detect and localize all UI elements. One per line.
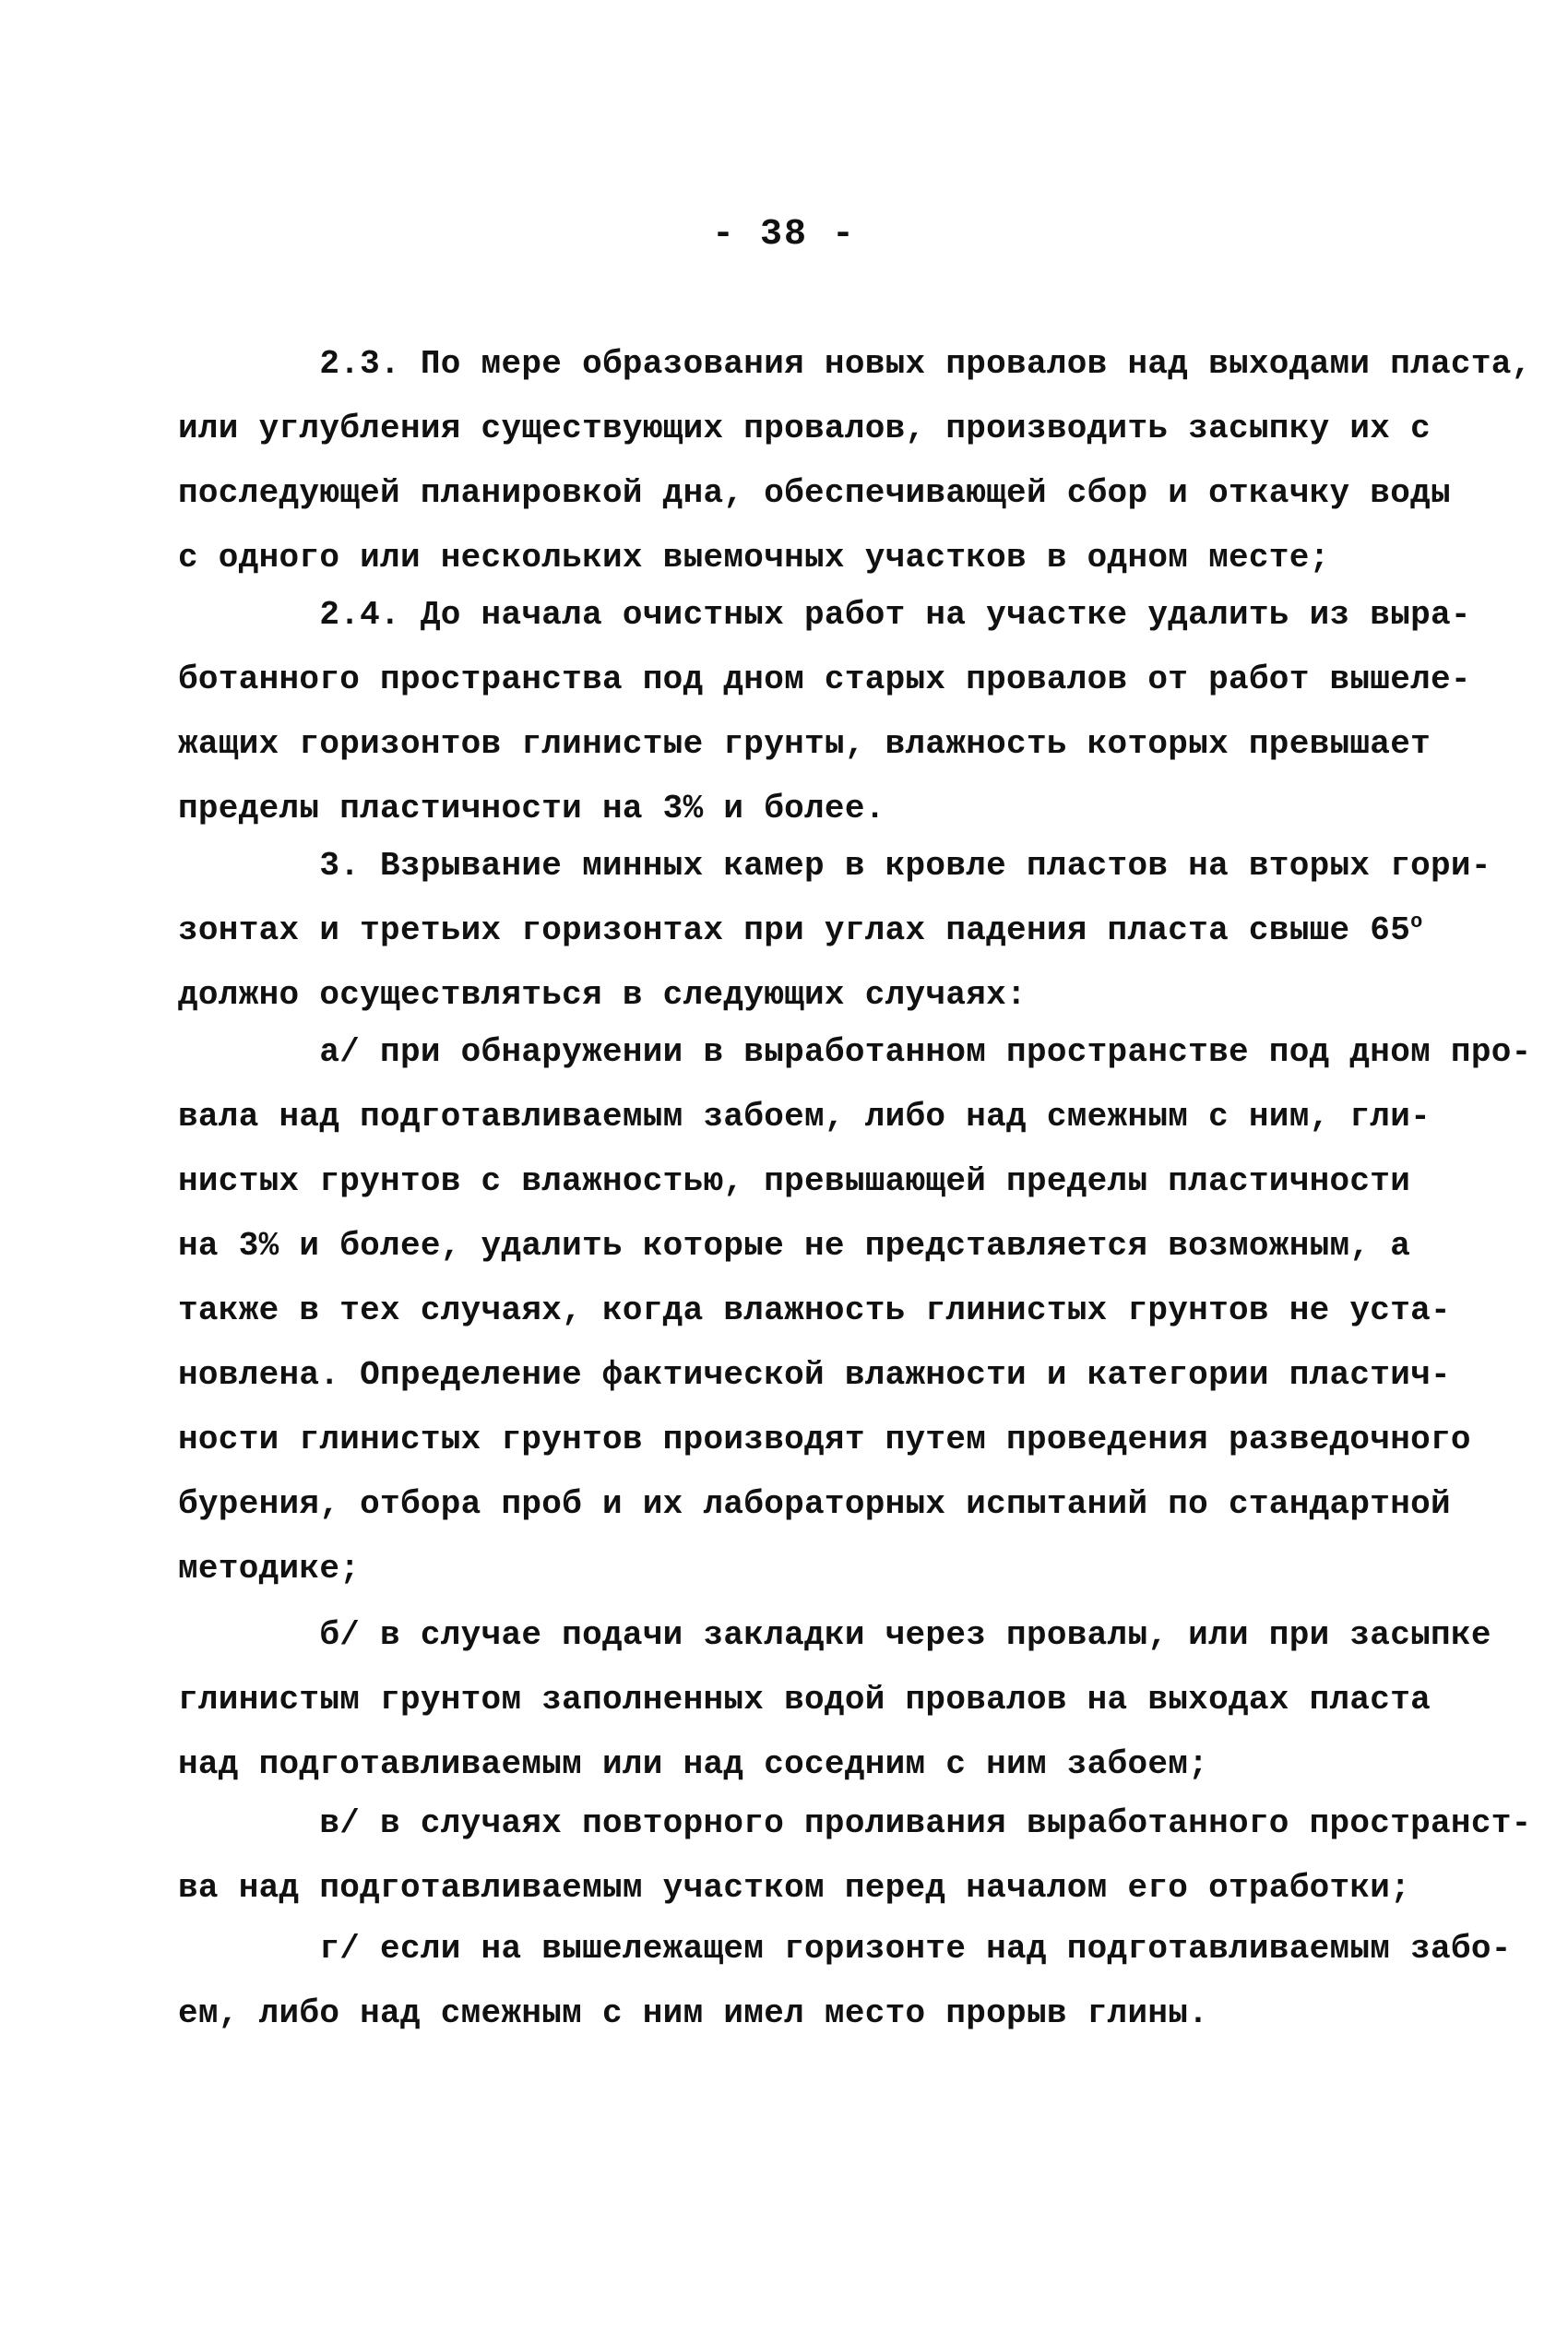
- text-line: ботанного пространства под дном старых провалов от работ вышеле-: [178, 660, 1471, 698]
- text-line: г/ если на вышележащем горизонте над подготавливаемым забо-: [178, 1930, 1512, 1968]
- text-line: ности глинистых грунтов производят путем проведения разведочного: [178, 1421, 1471, 1458]
- text-line: 2.3. По мере образования новых провалов над выходами пласта,: [178, 345, 1532, 383]
- text-line: [178, 898, 1423, 963]
- text-line: 3. Взрывание минных камер в кровле пластов на вторых гори-: [178, 847, 1491, 885]
- paragraph-g: [178, 1917, 1512, 2046]
- page-number: - 38 -: [711, 214, 857, 256]
- text-line: в/ в случаях повторного проливания выработанного пространст-: [178, 1804, 1532, 1842]
- text-line: бурения, отбора проб и их лабораторных испытаний по стандартной: [178, 1485, 1451, 1523]
- text-line: также в тех случаях, когда влажность глинистых грунтов не уста-: [178, 1291, 1451, 1329]
- paragraph-3: [178, 834, 1491, 1028]
- text-line: на 3% и более, удалить которые не представляется возможным, а: [178, 1227, 1411, 1265]
- text-line: ем, либо над смежным с ним имел место прорыв глины.: [178, 1994, 1209, 2032]
- text-line: нистых грунтов с влажностью, превышающей пределы пластичности: [178, 1162, 1411, 1200]
- text-line: глинистым грунтом заполненных водой провалов на выходах пласта: [178, 1681, 1431, 1719]
- paragraph-v: [178, 1791, 1532, 1921]
- text-line: пределы пластичности на 3% и более.: [178, 790, 885, 827]
- text-line: или углубления существующих провалов, производить засыпку их с: [178, 410, 1431, 447]
- paragraph-a: [178, 1020, 1532, 1601]
- text-line: ва над подготавливаемым участком перед началом его отработки;: [178, 1869, 1411, 1907]
- text-line: новлена. Определение фактической влажности и категории пластич-: [178, 1356, 1451, 1394]
- text-line: жащих горизонтов глинистые грунты, влажность которых превышает: [178, 725, 1431, 763]
- text-line: методике;: [178, 1550, 361, 1588]
- text-line: над подготавливаемым или над соседним с ним забоем;: [178, 1745, 1209, 1783]
- text-line-body: зонтах и третьих горизонтах при углах падения пласта свыше 65: [178, 911, 1411, 949]
- text-line: б/ в случае подачи закладки через провалы, или при засыпке: [178, 1616, 1491, 1654]
- text-line: вала над подготавливаемым забоем, либо над смежным с ним, гли-: [178, 1098, 1431, 1136]
- paragraph-2-3: [178, 332, 1532, 590]
- text-line: а/ при обнаружении в выработанном пространстве под дном про-: [178, 1033, 1532, 1071]
- text-line: 2.4. До начала очистных работ на участке удалить из выра-: [178, 596, 1471, 634]
- degree-mark: о: [1410, 910, 1423, 934]
- paragraph-2-4: [178, 583, 1471, 841]
- text-line: последующей планировкой дна, обеспечивающей сбор и откачку воды: [178, 474, 1451, 512]
- text-line: с одного или нескольких выемочных участков в одном месте;: [178, 539, 1330, 577]
- text-line: должно осуществляться в следующих случаях:: [178, 976, 1027, 1014]
- paragraph-b: [178, 1603, 1491, 1797]
